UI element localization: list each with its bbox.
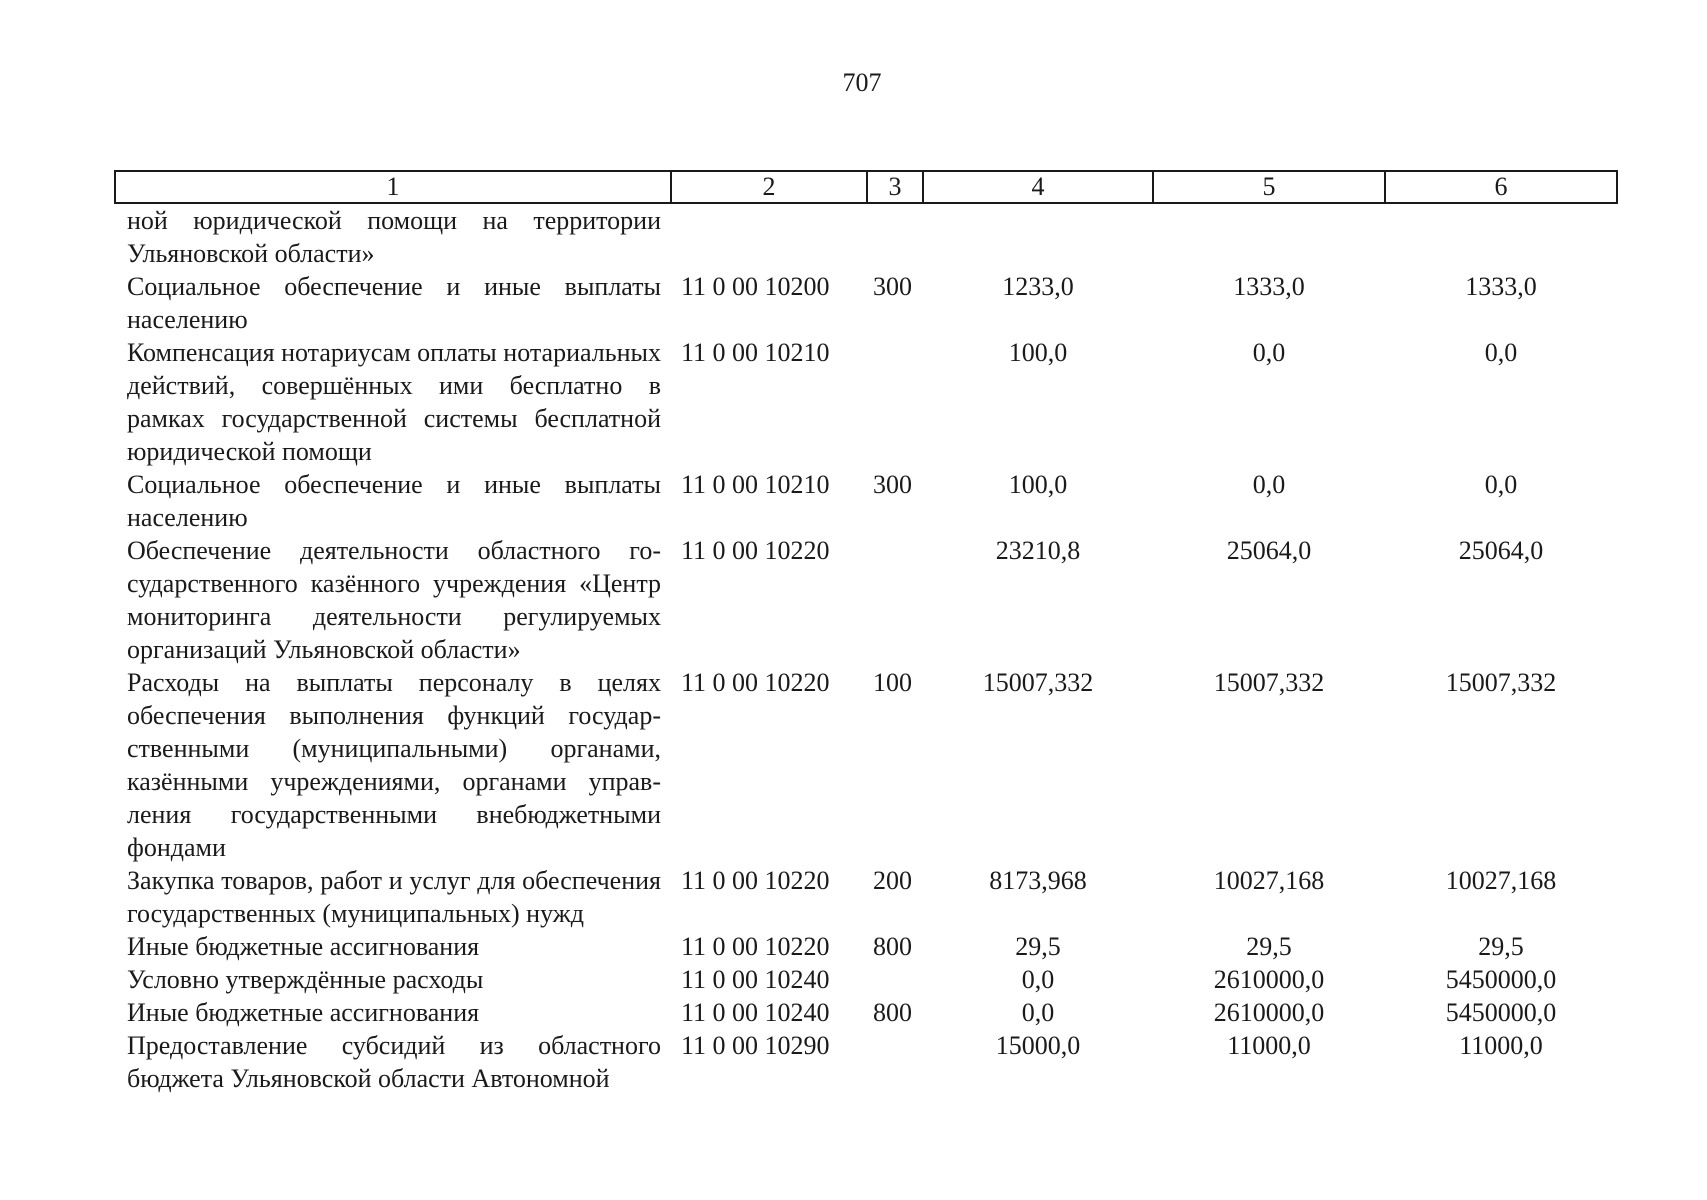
- row-value-3: 29,5: [1478, 932, 1524, 961]
- row-name: Обеспечение деятельности областного государственного казённого учреждения «Центр мониторинга деятельности регулируемых организаций Ульяновской области»: [127, 536, 661, 664]
- row-value-2: 2610000,0: [1213, 965, 1325, 994]
- budget-table: [114, 170, 1618, 1095]
- row-code: 11 0 00 10210: [681, 338, 830, 367]
- row-value-2: 11000,0: [1227, 1031, 1311, 1060]
- row-name: Условно утверждённые расходы: [127, 965, 484, 994]
- page-number: 707: [842, 68, 882, 97]
- row-code: 11 0 00 10220: [681, 932, 830, 961]
- row-name: Расходы на выплаты персоналу в целях обеспечения выполнения функций государственными (муниципальными) органами, казёнными учреждениями, органами управления государственными внебюджетными фондами: [127, 668, 661, 862]
- row-value-1: 8173,968: [989, 866, 1087, 895]
- row-value-3: [1385, 203, 1617, 270]
- row-value-3: 25064,0: [1458, 536, 1544, 565]
- header-col-2: 2: [671, 171, 867, 203]
- row-code: 11 0 00 10210: [681, 470, 830, 499]
- row-name: Социальное обеспечение и иные выплаты населению: [127, 470, 661, 532]
- row-code: 11 0 00 10240: [681, 998, 830, 1027]
- header-col-1: 1: [115, 171, 671, 203]
- row-value-3: 0,0: [1484, 470, 1518, 499]
- row-value-3: 10027,168: [1445, 866, 1557, 895]
- row-value-3: 1333,0: [1465, 272, 1537, 301]
- row-value-1: 23210,8: [995, 536, 1081, 565]
- row-type: [867, 534, 923, 666]
- row-value-1: [923, 203, 1153, 270]
- row-code: 11 0 00 10290: [681, 1031, 830, 1060]
- row-value-2: 2610000,0: [1213, 998, 1325, 1027]
- table-row: [115, 468, 1617, 534]
- header-col-4: 4: [923, 171, 1153, 203]
- row-value-1: 100,0: [1008, 470, 1068, 499]
- row-name: Закупка товаров, работ и услуг для обеспечения государственных (муниципальных) нужд: [127, 866, 661, 928]
- row-value-2: 1333,0: [1233, 272, 1305, 301]
- table-row: [115, 203, 1617, 270]
- row-type: [867, 336, 923, 468]
- row-code: 11 0 00 10220: [681, 536, 830, 565]
- row-value-2: 0,0: [1252, 338, 1286, 367]
- row-type: 300: [873, 470, 912, 499]
- table-header: [115, 171, 1617, 203]
- header-col-3: 3: [867, 171, 923, 203]
- row-type: 800: [873, 998, 912, 1027]
- row-value-2: 0,0: [1252, 470, 1286, 499]
- table-row: [115, 963, 1617, 996]
- row-code: 11 0 00 10220: [681, 668, 830, 697]
- table-row: [115, 534, 1617, 666]
- row-value-2: 25064,0: [1226, 536, 1312, 565]
- row-value-2: 10027,168: [1213, 866, 1325, 895]
- header-col-5: 5: [1153, 171, 1385, 203]
- row-name: Социальное обеспечение и иные выплаты населению: [127, 272, 661, 334]
- table-body: [115, 203, 1617, 1095]
- row-name: Иные бюджетные ассигнования: [127, 932, 480, 961]
- table-row: [115, 864, 1617, 930]
- table-row: [115, 336, 1617, 468]
- row-code: 11 0 00 10220: [681, 866, 830, 895]
- row-type: 300: [873, 272, 912, 301]
- row-value-2: [1153, 203, 1385, 270]
- row-code: 11 0 00 10200: [681, 272, 830, 301]
- row-value-1: 15000,0: [995, 1031, 1081, 1060]
- row-value-3: 11000,0: [1459, 1031, 1543, 1060]
- row-type: [867, 963, 923, 996]
- row-value-1: 1233,0: [1002, 272, 1074, 301]
- row-value-3: 5450000,0: [1445, 998, 1557, 1027]
- row-name: Предоставление субсидий из областного бюджета Ульяновской области Автономной: [127, 1031, 661, 1093]
- header-col-6: 6: [1385, 171, 1617, 203]
- row-value-1: 100,0: [1008, 338, 1068, 367]
- row-type: 100: [873, 668, 912, 697]
- header-row: [115, 171, 1617, 203]
- row-value-3: 0,0: [1484, 338, 1518, 367]
- row-value-1: 15007,332: [982, 668, 1094, 697]
- row-value-1: 0,0: [1021, 998, 1055, 1027]
- row-name: ной юридической помощи на территории Ульяновской области»: [127, 206, 661, 268]
- table-row: [115, 996, 1617, 1029]
- row-code: [671, 203, 867, 270]
- row-value-3: 15007,332: [1445, 668, 1557, 697]
- row-code: 11 0 00 10240: [681, 965, 830, 994]
- table-row: [115, 930, 1617, 963]
- row-type: [867, 1029, 923, 1095]
- table-row: [115, 1029, 1617, 1095]
- table-row: [115, 666, 1617, 864]
- row-value-1: 0,0: [1021, 965, 1055, 994]
- row-value-2: 29,5: [1246, 932, 1292, 961]
- row-name: Иные бюджетные ассигнования: [127, 998, 480, 1027]
- row-value-3: 5450000,0: [1445, 965, 1557, 994]
- row-type: 200: [873, 866, 912, 895]
- table-row: [115, 270, 1617, 336]
- row-name: Компенсация нотариусам оплаты нотариальных действий, совершённых ими бесплатно в рамках государственной системы бесплатной юридической помощи: [127, 338, 661, 466]
- row-value-2: 15007,332: [1213, 668, 1325, 697]
- row-value-1: 29,5: [1015, 932, 1061, 961]
- row-type: 800: [873, 932, 912, 961]
- row-type: [867, 203, 923, 270]
